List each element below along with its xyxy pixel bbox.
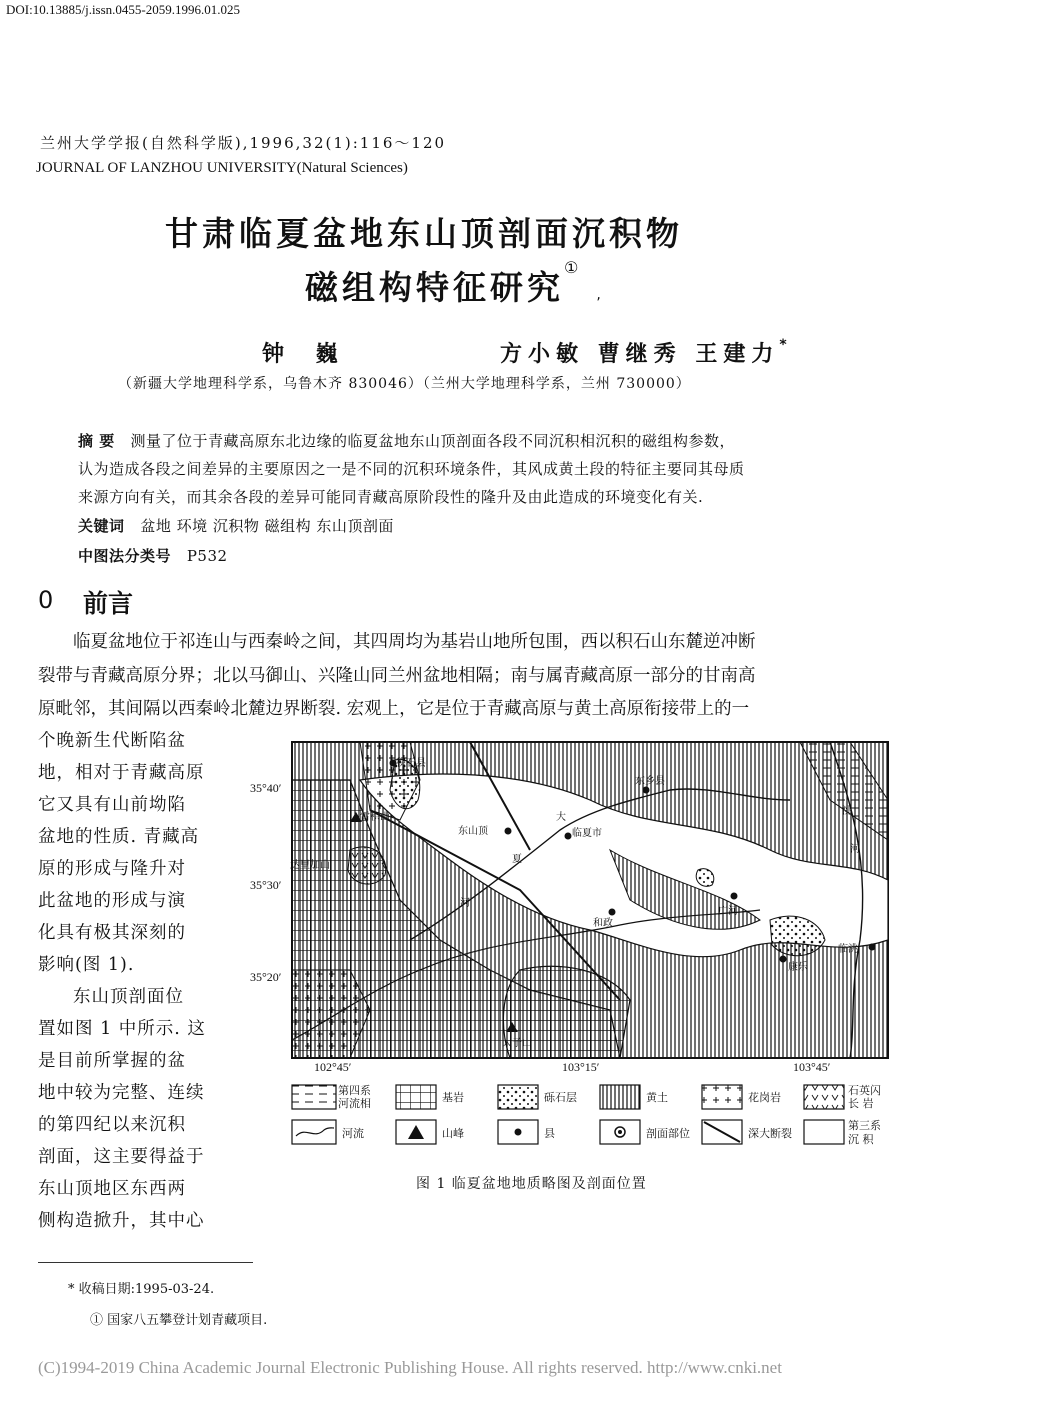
authors-others	[500, 337, 787, 368]
county-dot	[780, 956, 787, 963]
legend-label: 河流	[342, 1127, 364, 1140]
narrow-line: 影响(图 1).	[38, 955, 135, 975]
footnote-fund: ① 国家八五攀登计划青藏项目.	[90, 1313, 268, 1328]
section-number: 0	[38, 586, 54, 614]
legend-swatch	[600, 1085, 640, 1109]
legend-label: 第四系	[338, 1084, 371, 1097]
lat-label: 35°20′	[250, 970, 282, 984]
county-dot	[731, 893, 738, 900]
place-label: 河	[850, 844, 860, 855]
place-label: 洮	[842, 806, 852, 817]
place-label: 临洮	[838, 944, 858, 955]
lat-label: 35°30′	[250, 878, 282, 892]
place-label: 达里加山	[290, 860, 330, 871]
legend-swatch	[292, 1085, 336, 1109]
abstract-label: 摘 要	[78, 432, 115, 450]
keywords-label: 关键词	[78, 517, 125, 535]
doi-line: DOI:10.13885/j.issn.0455-2059.1996.01.025	[6, 2, 240, 17]
abstract-line2: 认为造成各段之间差异的主要原因之一是不同的沉积环境条件，其风成黄土段的特征主要同其母质	[78, 460, 745, 478]
narrow-line: 地，相对于青藏高原	[38, 763, 205, 783]
narrow-line: 的第四纪以来沉积	[38, 1115, 186, 1135]
narrow-line: 个晚新生代断陷盆	[38, 731, 186, 751]
abstract-text-1: 测量了位于青藏高原东北边缘的临夏盆地东山顶剖面各段不同沉积相沉积的磁组构参数，	[130, 432, 736, 450]
place-label: 东乡县	[635, 776, 665, 787]
legend-label: 第三系	[848, 1119, 881, 1132]
legend-swatch	[498, 1085, 538, 1109]
legend-label: 剖面部位	[646, 1127, 690, 1140]
legend-label: 石英闪	[848, 1084, 881, 1097]
lat-label: 35°40′	[250, 781, 282, 795]
legend-swatch	[702, 1085, 742, 1109]
narrow-line: 置如图 1 中所示. 这	[38, 1019, 206, 1039]
lon-label: 102°45′	[314, 1060, 352, 1074]
affiliations: （新疆大学地理科学系，乌鲁木齐 830046）（兰州大学地理科学系，兰州 730000）	[118, 376, 691, 392]
legend-label: 花岗岩	[748, 1091, 781, 1104]
paper-title-line2	[305, 258, 605, 309]
legend-label: 黄土	[646, 1091, 668, 1104]
narrow-line: 盆地的性质. 青藏高	[38, 827, 200, 847]
author-first: 钟 巍	[262, 342, 350, 367]
title-footnote-mark: ①	[564, 258, 583, 277]
paper-title-line2-text: 磁组构特征研究	[305, 268, 564, 307]
footnote-received: * 收稿日期:1995-03-24.	[68, 1282, 215, 1297]
classification-text: P532	[186, 547, 228, 565]
legend-label: 县	[544, 1127, 555, 1140]
narrow-line: 侧构造掀升，其中心	[38, 1211, 205, 1231]
legend-label: 基岩	[442, 1091, 464, 1104]
classification-line	[78, 545, 228, 566]
place-label: 雷积山	[360, 812, 390, 823]
place-label: 和政	[593, 918, 613, 929]
legend-label: 河流相	[338, 1097, 371, 1110]
place-label: 康乐	[788, 962, 808, 973]
county-dot	[565, 833, 572, 840]
narrow-line: 化具有极其深刻的	[38, 923, 186, 943]
footnote-rule	[38, 1262, 253, 1263]
legend-label: 山峰	[442, 1127, 464, 1140]
narrow-line: 原的形成与隆升对	[38, 859, 186, 879]
county-dot	[609, 909, 616, 916]
narrow-line: 东山顶地区东西两	[38, 1179, 186, 1199]
journal-name-en: JOURNAL OF LANZHOU UNIVERSITY(Natural Sciences)	[36, 160, 408, 176]
legend-label: 长 岩	[848, 1097, 874, 1110]
author-asterisk: *	[779, 337, 787, 353]
narrow-line: 是目前所掌握的盆	[38, 1051, 186, 1071]
legend-swatch	[396, 1085, 436, 1109]
body-line-1: 临夏盆地位于祁连山与西秦岭之间，其四周均为基岩山地所包围，西以积石山东麓逆冲断	[73, 632, 756, 652]
narrow-line: 剖面，这主要得益于	[38, 1147, 205, 1167]
legend-swatch	[804, 1120, 844, 1144]
abstract-line3: 来源方向有关，而其余各段的差异可能同青藏高原阶段性的隆升及由此造成的环境变化有关.	[78, 488, 704, 506]
section-symbol-dot	[618, 1130, 622, 1134]
lon-label: 103°15′	[562, 1060, 600, 1074]
authors-others-names: 方小敏 曹继秀 王建力	[500, 342, 780, 367]
abstract-line1	[78, 430, 735, 451]
county-symbol	[515, 1129, 522, 1136]
county-dot	[505, 828, 512, 835]
place-label: 积石县	[396, 758, 426, 769]
body-line-2: 裂带与青藏高原分界；北以马御山、兴隆山同兰州盆地相隔；南与属青藏高原一部分的甘南高	[38, 666, 756, 686]
place-label: 河	[460, 898, 470, 909]
narrow-line: 此盆地的形成与演	[38, 891, 186, 911]
stray-mark: ,	[596, 287, 605, 303]
keywords-line	[78, 515, 394, 536]
legend-label: 深大断裂	[748, 1127, 792, 1140]
county-dot	[869, 944, 876, 951]
place-label: 广河	[718, 906, 738, 917]
legend-label: 沉 积	[848, 1133, 874, 1146]
legend-swatch	[804, 1085, 844, 1109]
legend-label: 砾石层	[544, 1091, 577, 1104]
geologic-map-figure	[290, 740, 890, 1070]
place-label: 大	[556, 812, 566, 823]
map-legend	[290, 1082, 900, 1152]
place-label: 东山顶	[458, 826, 488, 837]
keywords-text: 盆地 环境 沉积物 磁组构 东山顶剖面	[140, 517, 394, 535]
legend-swatch	[292, 1120, 336, 1144]
place-label: 太子山	[502, 1038, 532, 1049]
narrow-line: 它又具有山前坳陷	[38, 795, 186, 815]
lon-label: 103°45′	[793, 1060, 831, 1074]
county-dot	[643, 787, 650, 794]
place-label: 夏	[512, 854, 522, 865]
body-line-3: 原毗邻，其间隔以西秦岭北麓边界断裂. 宏观上，它是位于青藏高原与黄土高原衔接带上的一	[38, 699, 750, 719]
paper-title-line1: 甘肃临夏盆地东山顶剖面沉积物	[165, 214, 683, 253]
place-label: 临夏市	[572, 828, 602, 839]
journal-citation-cn: 兰州大学学报(自然科学版),1996,32(1):116～120	[40, 134, 447, 152]
narrow-line: 东山顶剖面位	[73, 987, 184, 1007]
figure-caption: 图 1 临夏盆地地质略图及剖面位置	[416, 1176, 647, 1192]
section-title: 前言	[83, 589, 134, 618]
copyright-footer: (C)1994-2019 China Academic Journal Electronic Publishing House. All rights reserved. http://www.cnki.net	[38, 1358, 782, 1377]
narrow-line: 地中较为完整、连续	[38, 1083, 205, 1103]
classification-label: 中图法分类号	[78, 547, 172, 565]
